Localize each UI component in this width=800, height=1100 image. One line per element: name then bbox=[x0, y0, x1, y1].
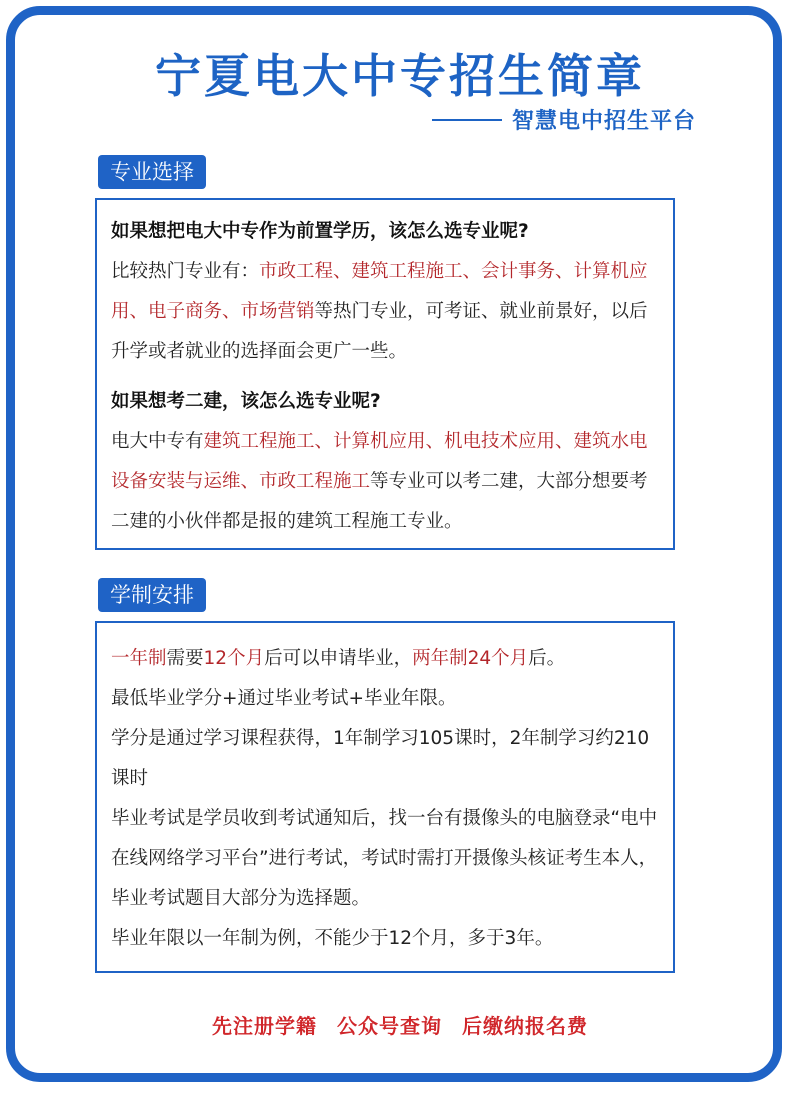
subtitle-group bbox=[432, 104, 696, 135]
schooling-line-4: 毕业考试是学员收到考试通知后，找一台有摄像头的电脑登录“电中在线网络学习平台”进行考试，考试时需打开摄像头核证考生本人，毕业考试题目大部分为选择题。 bbox=[111, 808, 658, 909]
section-tag-major: 专业选择 bbox=[98, 155, 206, 189]
footer-step-2: 公众号查询 bbox=[337, 1014, 442, 1038]
schooling-line-1: 一年制需要12个月后可以申请毕业，两年制24个月后。 bbox=[111, 648, 566, 669]
section-tag-schooling: 学制安排 bbox=[98, 578, 206, 612]
section-box-schooling bbox=[95, 621, 675, 973]
footer-steps bbox=[0, 1010, 800, 1039]
question-1: 如果想把电大中专作为前置学历，该怎么选专业呢? bbox=[111, 221, 529, 242]
subtitle: 智慧电中招生平台 bbox=[511, 109, 696, 134]
footer-step-3: 后缴纳报名费 bbox=[461, 1014, 588, 1038]
footer-step-1: 先注册学籍 bbox=[212, 1014, 318, 1038]
paragraph-1: 比较热门专业有：市政工程、建筑工程施工、会计事务、计算机应用、电子商务、市场营销等热门专业，可考证、就业前景好，以后升学或者就业的选择面会更广一些。 bbox=[111, 261, 648, 362]
paragraph-2: 电大中专有建筑工程施工、计算机应用、机电技术应用、建筑水电设备安装与运维、市政工程施工等专业可以考二建，大部分想要考二建的小伙伴都是报的建筑工程施工专业。 bbox=[111, 431, 648, 532]
schooling-line-5: 毕业年限以一年制为例，不能少于12个月，多于3年。 bbox=[111, 928, 554, 949]
schooling-line-3: 学分是通过学习课程获得，1年制学习105课时，2年制学习约210课时 bbox=[111, 728, 650, 789]
highlight-majors-1: 市政工程、建筑工程施工、会计事务、计算机应用、电子商务、市场营销 bbox=[111, 261, 648, 322]
schooling-line-2: 最低毕业学分+通过毕业考试+毕业年限。 bbox=[111, 688, 457, 709]
page-title: 宁夏电大中专招生简章 bbox=[155, 49, 645, 103]
question-2: 如果想考二建，该怎么选专业呢? bbox=[111, 391, 381, 412]
section-box-major bbox=[95, 198, 675, 550]
highlight-majors-2: 建筑工程施工、计算机应用、机电技术应用、建筑水电设备安装与运维、市政工程施工 bbox=[111, 431, 648, 492]
subtitle-rule bbox=[432, 119, 502, 121]
